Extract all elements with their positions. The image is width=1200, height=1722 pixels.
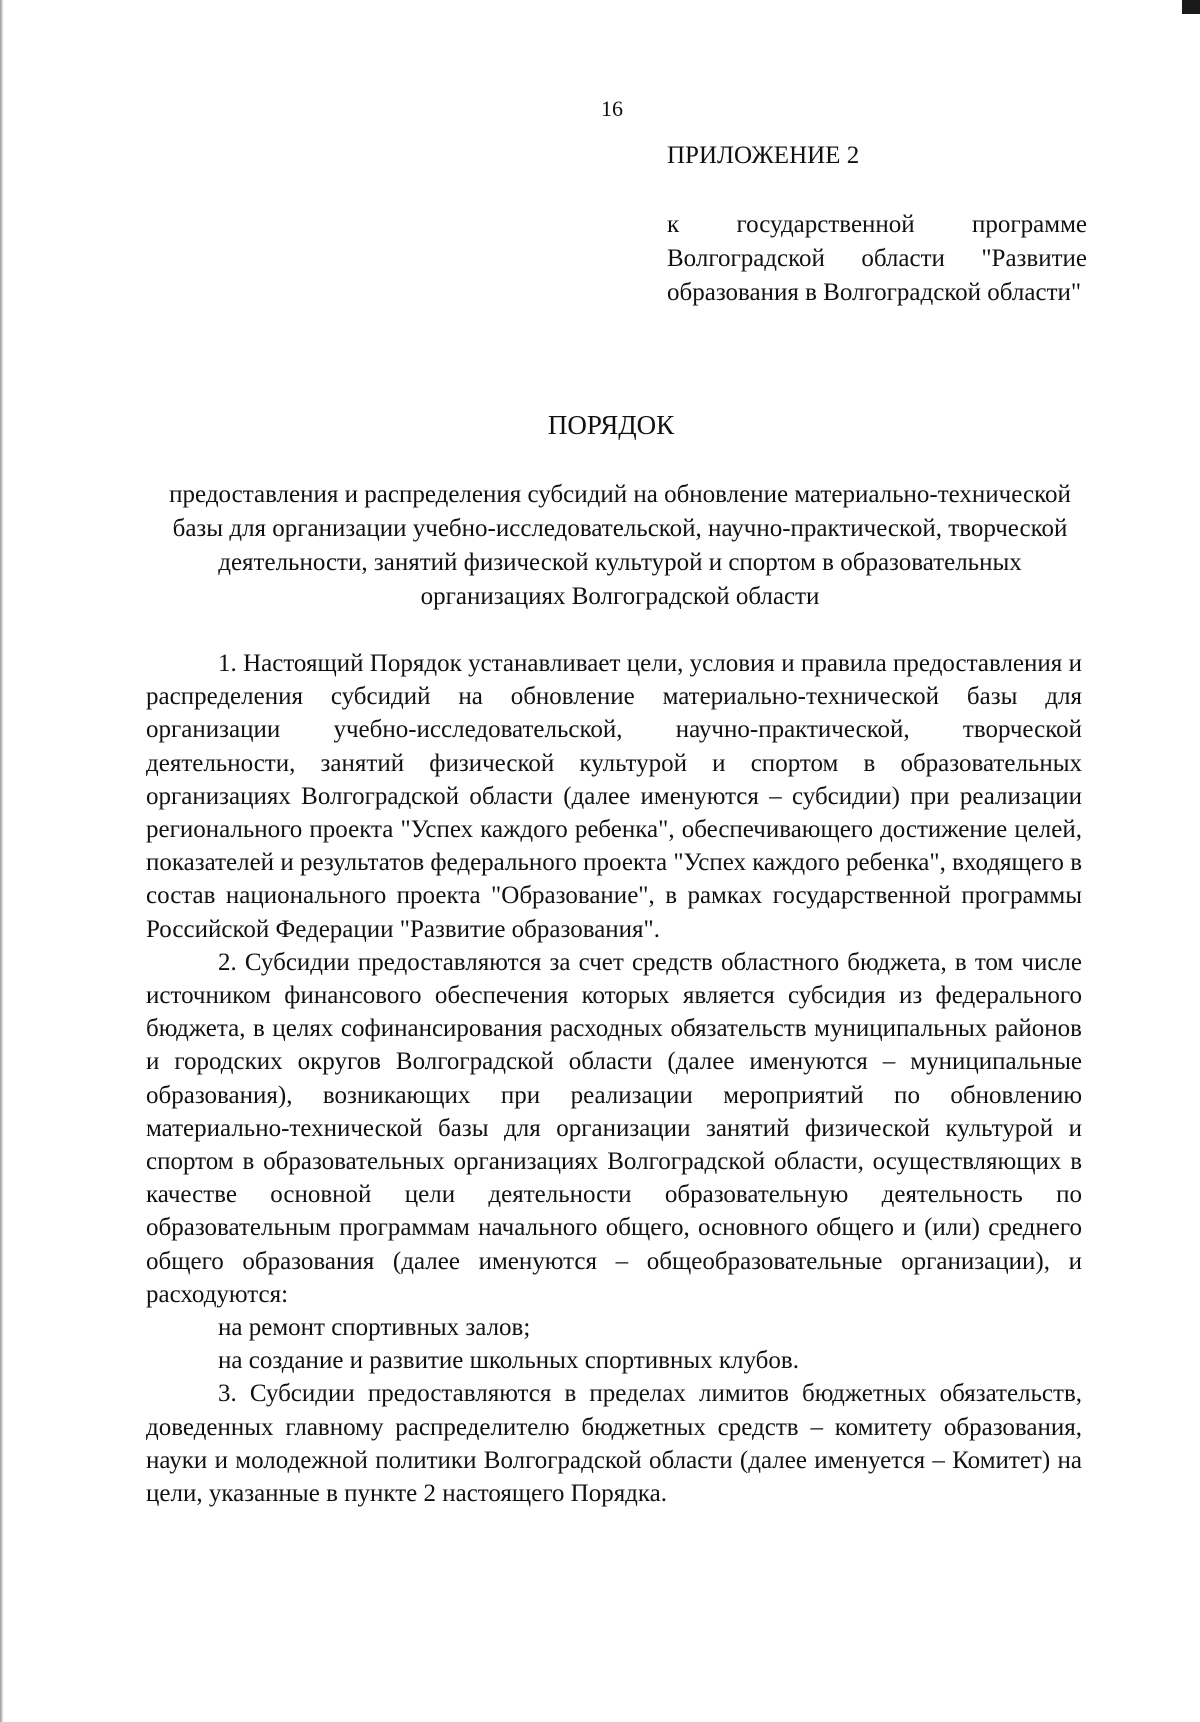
paragraph-2-item-1: на ремонт спортивных залов; — [218, 1314, 531, 1342]
annex-title: ПРИЛОЖЕНИЕ 2 — [667, 142, 860, 169]
annex-reference: к государственной программе Волгоградской области "Развитие образования в Волгоградской области" — [667, 211, 1087, 306]
scan-corner-mark — [1182, 0, 1200, 14]
scan-edge-shadow — [0, 0, 3, 1722]
paragraph-2-item-2: на создание и развитие школьных спортивных клубов. — [218, 1347, 799, 1375]
page-number: 16 — [601, 96, 623, 121]
document-title: ПОРЯДОК — [547, 410, 675, 440]
document-body — [146, 647, 1082, 1510]
document-subtitle: предоставления и распределения субсидий на обновление материально-технической базы для организации учебно-исследовательской, научно-практической, творческой деятельности, занятий физической культурой и спортом в образовательных организациях Волгоградской области — [169, 481, 1071, 610]
paragraph-1: 1. Настоящий Порядок устанавливает цели, условия и правила предоставления и распределения субсидий на обновление материально-технической базы для организации учебно-исследовательской, научно-практической, творческой деятельности, занятий физической культурой и спортом в образовательных организациях Волгоградской области (далее именуются – субсидии) при реализации регионального проекта "Успех каждого ребенка", обеспечивающего достижение целей, показателей и результатов федерального проекта "Успех каждого ребенка", входящего в состав национального проекта "Образование", в рамках государственной программы Российской Федерации "Развитие образования". — [146, 650, 1082, 943]
paragraph-2: 2. Субсидии предоставляются за счет средств областного бюджета, в том числе источником финансового обеспечения которых является субсидия из федерального бюджета, в целях софинансирования расходных обязательств муниципальных районов и городских округов Волгоградской области (далее именуются – муниципальные образования), возникающих при реализации мероприятий по обновлению материально-технической базы для организации занятий физической культурой и спортом в образовательных организациях Волгоградской области, осуществляющих в качестве основной цели деятельности образовательную деятельность по образовательным программам начального общего, основного общего и (или) среднего общего образования (далее именуются – общеобразовательные организации), и расходуются: — [146, 948, 1082, 1308]
paragraph-3: 3. Субсидии предоставляются в пределах лимитов бюджетных обязательств, доведенных главному распределителю бюджетных средств – комитету образования, науки и молодежной политики Волгоградской области (далее именуется – Комитет) на цели, указанные в пункте 2 настоящего Порядка. — [146, 1380, 1082, 1508]
